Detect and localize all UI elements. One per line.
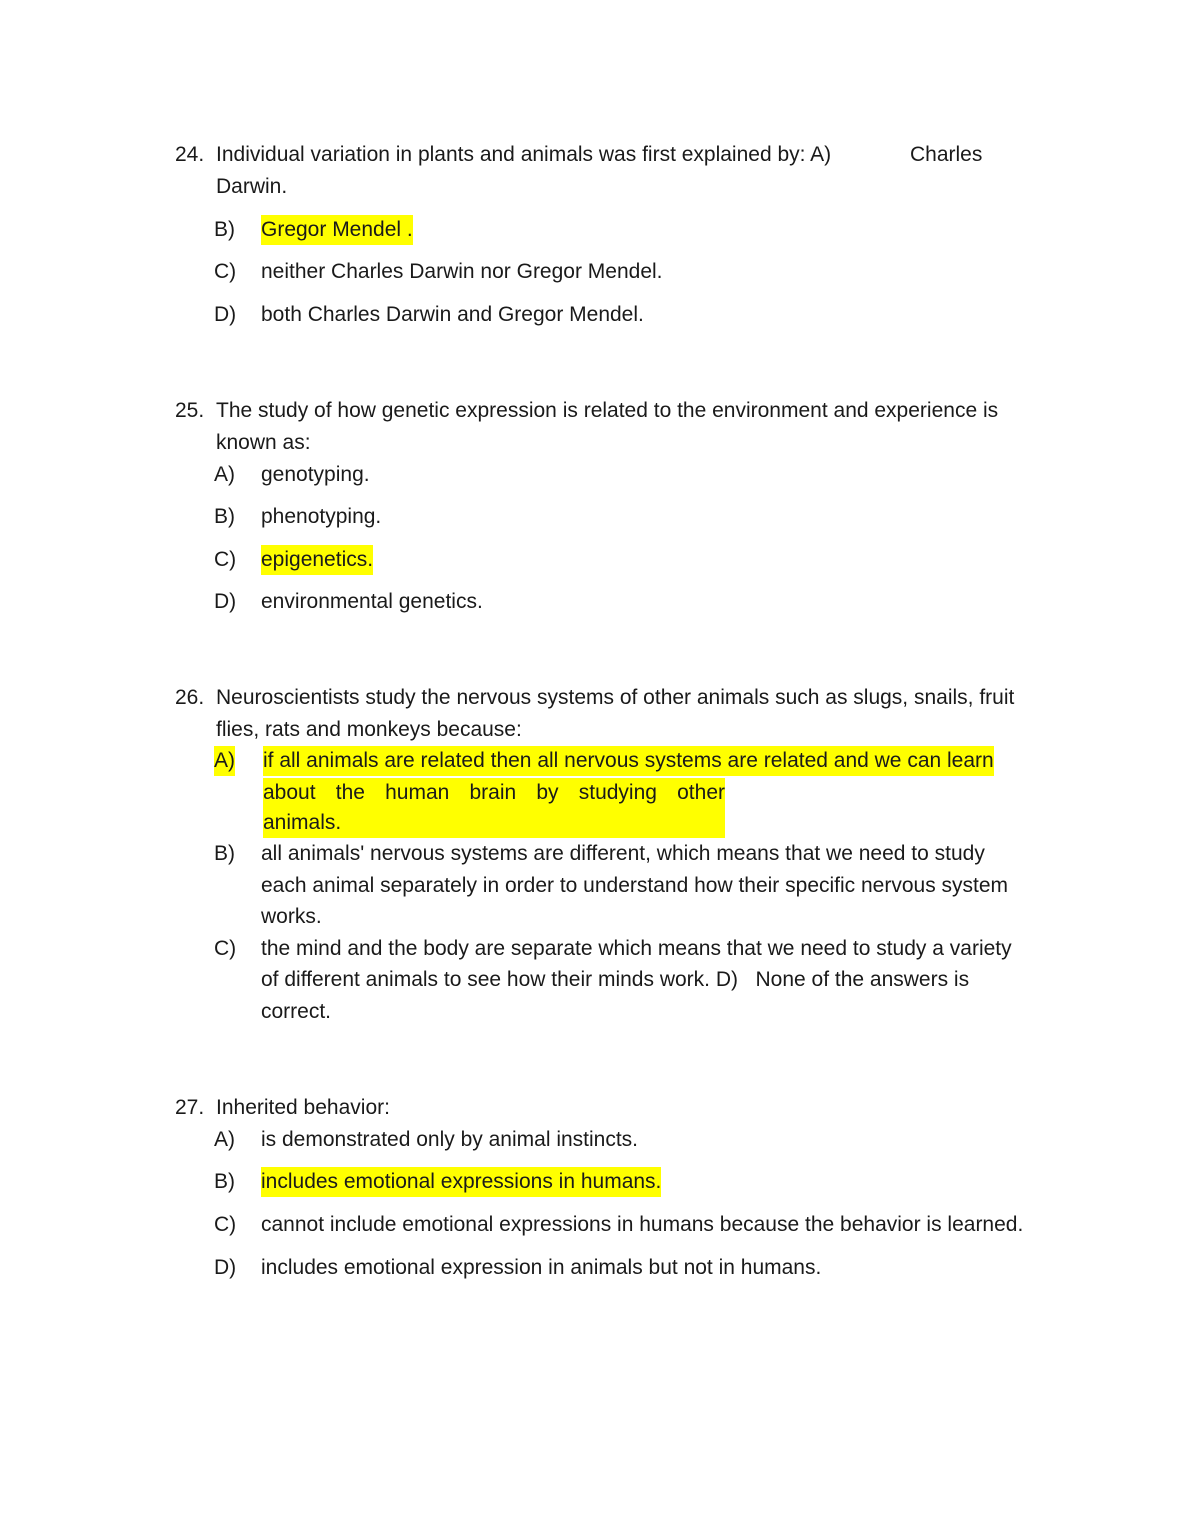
option-text-correct: Gregor Mendel . <box>261 215 413 245</box>
option-text: the mind and the body are separate which means that we need to study a variety <box>261 937 1012 960</box>
word: about <box>263 781 316 804</box>
option-text-correct: if all animals are related then all nervous systems are related and we can learn <box>263 746 994 776</box>
word: the <box>335 781 365 804</box>
question-stem-continued: known as: <box>216 431 311 454</box>
option-text-correct: includes emotional expressions in humans. <box>261 1167 661 1197</box>
option-label: B) <box>214 505 235 528</box>
option-label: C) <box>214 260 237 283</box>
option-text: genotyping. <box>261 463 370 486</box>
question-stem: Neuroscientists study the nervous systems of other animals such as slugs, snails, fruit <box>216 686 1015 709</box>
option-text-correct: epigenetics. <box>261 545 373 575</box>
word: brain <box>469 781 517 804</box>
question-stem: Individual variation in plants and animals was first explained by: A) <box>216 143 832 166</box>
question-stem-continued: flies, rats and monkeys because: <box>216 718 522 741</box>
option-text: neither Charles Darwin nor Gregor Mendel. <box>261 260 663 283</box>
option-label: C) <box>214 937 237 960</box>
question-stem: The study of how genetic expression is related to the environment and experience is <box>216 399 999 422</box>
question-stem-tail: Charles <box>910 143 983 166</box>
word: other <box>677 781 725 804</box>
option-text: is demonstrated only by animal instincts. <box>261 1128 639 1151</box>
option-label: C) <box>214 548 237 571</box>
option-text: correct. <box>261 1000 332 1023</box>
option-label: A) <box>214 1128 235 1151</box>
question-number: 25. <box>175 399 205 422</box>
word: human <box>385 781 450 804</box>
option-text: both Charles Darwin and Gregor Mendel. <box>261 303 644 326</box>
question-number: 24. <box>175 143 205 166</box>
question-stem: Inherited behavior: <box>216 1096 390 1119</box>
question-number: 26. <box>175 686 205 709</box>
option-label: B) <box>214 1170 235 1193</box>
option-label: A) <box>214 463 235 486</box>
option-label: B) <box>214 842 235 865</box>
option-text: includes emotional expression in animals but not in humans. <box>261 1256 822 1279</box>
option-text: environmental genetics. <box>261 590 483 613</box>
option-text: cannot include emotional expressions in humans because the behavior is learned. <box>261 1213 1024 1236</box>
option-text: phenotyping. <box>261 505 382 528</box>
option-label: C) <box>214 1213 237 1236</box>
option-text: works. <box>261 905 322 928</box>
option-text-correct-justified <box>263 778 725 808</box>
option-text: each animal separately in order to understand how their specific nervous system <box>261 874 1009 897</box>
question-stem-continued: Darwin. <box>216 175 288 198</box>
option-label: D) <box>214 1256 237 1279</box>
option-label: D) <box>214 590 237 613</box>
question-number: 27. <box>175 1096 205 1119</box>
option-label: D) <box>214 303 237 326</box>
option-label: B) <box>214 218 235 241</box>
option-text-correct-end: animals. <box>263 808 725 838</box>
option-label-correct: A) <box>214 746 235 776</box>
option-text: of different animals to see how their minds work. D) None of the answers is <box>261 968 970 991</box>
word: by <box>536 781 559 804</box>
option-text: all animals' nervous systems are different, which means that we need to study <box>261 842 985 865</box>
word: studying <box>578 781 657 804</box>
